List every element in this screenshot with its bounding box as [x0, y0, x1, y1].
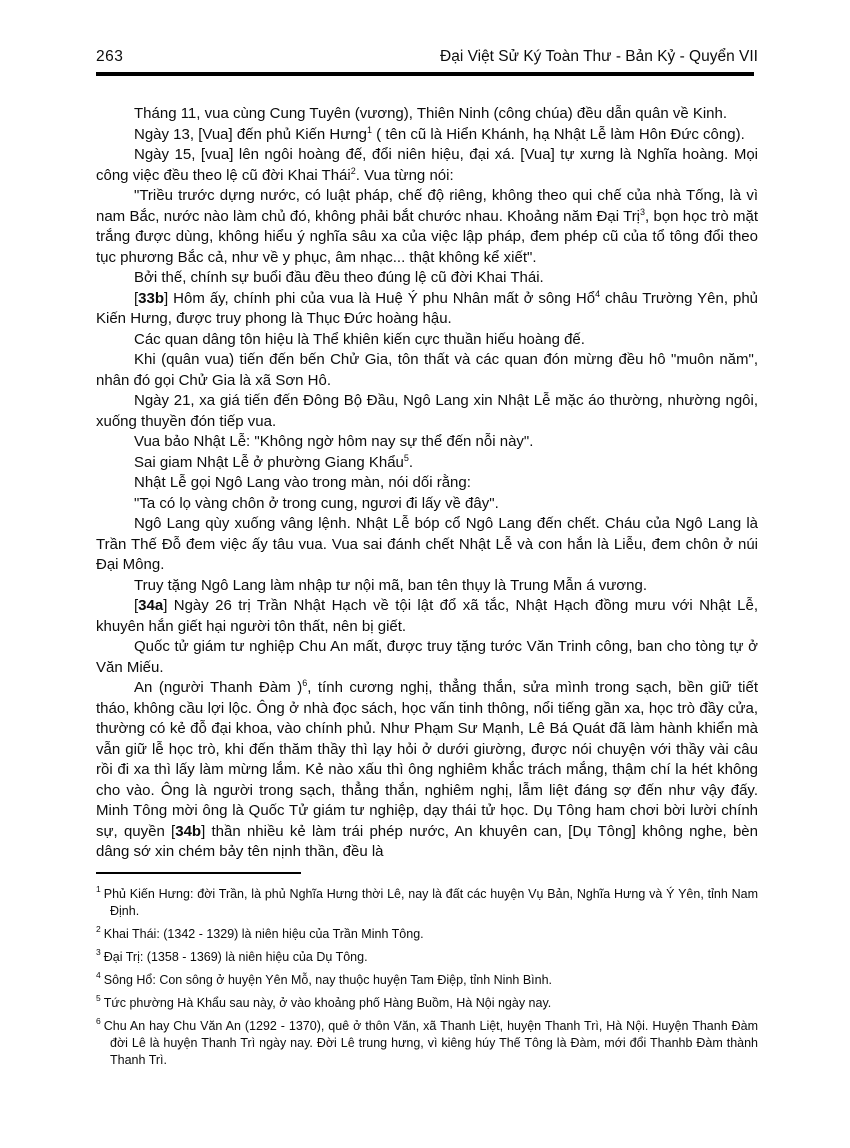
- footnote-marker: 2: [96, 924, 101, 935]
- footnote-item: [96, 949, 758, 966]
- text-run: "Ta có lọ vàng chôn ở trong cung, ngươi đi lấy về đây".: [134, 494, 499, 512]
- text-run: Sai giam Nhật Lễ ở phường Giang Khẩu: [134, 453, 404, 471]
- paragraph: [96, 432, 758, 453]
- document-page: [0, 48, 850, 1148]
- paragraph: [96, 473, 758, 494]
- document-body: [96, 104, 758, 863]
- footnote-item: [96, 886, 758, 920]
- paragraph: [96, 268, 758, 289]
- text-run: châu Trường Yên, phủ Kiến Hưng, được truy phong là Thục Đức hoàng hậu.: [96, 289, 759, 327]
- footnote-reference: 6: [302, 678, 308, 688]
- footnote-list: [96, 886, 758, 1069]
- paragraph: [96, 678, 758, 863]
- text-run: Tháng 11, vua cùng Cung Tuyên (vương), Thiên Ninh (công chúa) đều dẫn quân về Kinh.: [134, 105, 728, 122]
- paragraph: [96, 391, 758, 432]
- paragraph: [96, 145, 758, 186]
- text-run: , bọn học trò mặt trắng được dùng, không hiểu ý nghĩa sâu xa của việc lập pháp, đem phép cũ của tổ tông đổi theo tục phương Bắc cả, như về y phục, âm nhạc... thật không kể xiết".: [96, 207, 758, 266]
- footnote-text: Tức phường Hà Khẩu sau này, ở vào khoảng phố Hàng Buồm, Hà Nội ngày nay.: [103, 995, 552, 1010]
- paragraph: [96, 514, 758, 576]
- text-run: [: [134, 289, 139, 307]
- text-run: ] Ngày 26 trị Trần Nhật Hạch về tội lật đổ xã tắc, Nhật Hạch đồng mưu với Nhật Lễ, khuyên hắn giết hại người tôn thất, nên bị giết.: [96, 597, 758, 635]
- text-run: ] thần nhiều kẻ làm trái phép nước, An khuyên can, [Dụ Tông] không nghe, bèn dâng sớ xin chém bảy tên nịnh thần, đều là: [96, 822, 758, 860]
- footnote-item: [96, 1018, 758, 1069]
- paragraph: [96, 186, 758, 268]
- paragraph: [96, 596, 758, 637]
- text-run: Nhật Lễ gọi Ngô Lang vào trong màn, nói dối rằng:: [134, 474, 471, 491]
- text-run: An (người Thanh Đàm ): [134, 679, 303, 696]
- text-run: Các quan dâng tôn hiệu là Thể khiên kiến cực thuần hiếu hoàng đế.: [134, 330, 585, 348]
- footnote-marker: 5: [96, 993, 101, 1004]
- footnote-reference: 4: [595, 288, 601, 299]
- header-rule: [96, 72, 754, 76]
- paragraph: [96, 104, 758, 125]
- text-run: Truy tặng Ngô Lang làm nhập tư nội mã, ban tên thụy là Trung Mẫn á vương.: [134, 576, 647, 594]
- footnote-text: Khai Thái: (1342 - 1329) là niên hiệu của Trần Minh Tông.: [103, 926, 424, 941]
- page-title: Đại Việt Sử Ký Toàn Thư - Bản Kỷ - Quyển VII: [440, 48, 758, 65]
- page-number: 263: [96, 48, 124, 65]
- text-run: Ngày 13, [Vua] đến phủ Kiến Hưng: [134, 125, 367, 143]
- text-run: , tính cương nghị, thẳng thắn, sửa mình trong sạch, bền giữ tiết tháo, không cầu lợi lộc. Ông ở nhà đọc sách, học vấn tinh thông, nổi tiếng gần xa, học trò đầy cửa, thường có kẻ đỗ đại khoa, vào chính phủ. Như Phạm Sư Mạnh, Lê Bá Quát đã làm hành khiển mà vẫn giữ lễ học trò, khi đến thăm thầy thì lạy hỏi ở dưới giường, được nói chuyện với thầy vài câu rồi đi xa thì lấy làm mừng lắm. Kẻ nào xấu thì ông nghiêm khắc trách mắng, thậm chí la hét không cho vào. Ông là người trong sạch, thẳng thắn, nghiêm nghị, lẫm liệt đáng sợ đến như vậy đấy. Minh Tông mời ông là Quốc Tử giám tư nghiệp, dạy thái tử học. Dụ Tông ham chơi bời lười chính sự, quyền [: [96, 679, 758, 840]
- text-run: Quốc tử giám tư nghiệp Chu An mất, được truy tặng tước Văn Trinh công, ban cho tòng tự ở Văn Miếu.: [96, 638, 758, 676]
- text-run: "Triều trước dựng nước, có luật pháp, chế độ riêng, không theo qui chế của nhà Tống, là vì nam Bắc, nước nào làm chủ đó, không phải bắt chước nhau. Khoảng năm Đại Trị: [96, 187, 758, 225]
- footnote-item: [96, 972, 758, 989]
- footnote-marker: 6: [96, 1016, 101, 1027]
- paragraph: [96, 637, 758, 678]
- text-run: . Vua từng nói:: [355, 166, 454, 184]
- paragraph: [96, 125, 758, 146]
- footnote-marker: 1: [96, 884, 101, 895]
- footnote-text: Đại Trị: (1358 - 1369) là niên hiệu của Dụ Tông.: [103, 949, 368, 964]
- footnote-item: [96, 995, 758, 1012]
- footnote-section: [96, 872, 758, 1069]
- footnote-reference: 1: [366, 124, 372, 135]
- text-run: ] Hôm ấy, chính phi của vua là Huệ Ý phu Nhân mất ở sông Hổ: [164, 289, 596, 307]
- paragraph: [96, 453, 758, 474]
- text-run: ( tên cũ là Hiển Khánh, hạ Nhật Lễ làm Hôn Đức công).: [372, 125, 745, 143]
- text-run: Vua bảo Nhật Lễ: "Không ngờ hôm nay sự thể đến nỗi này".: [134, 433, 534, 450]
- folio-marker: 34a: [138, 597, 164, 614]
- paragraph: [96, 576, 758, 597]
- text-run: Ngày 21, xa giá tiến đến Đông Bộ Đầu, Ngô Lang xin Nhật Lễ mặc áo thường, nhường ngôi, xuống thuyền đón tiếp vua.: [96, 392, 758, 430]
- folio-marker: 34b: [175, 822, 202, 840]
- page-header: [96, 48, 758, 66]
- footnote-reference: 2: [350, 165, 356, 176]
- footnote-reference: 3: [640, 206, 646, 217]
- footnote-text: Phủ Kiến Hưng: đời Trần, là phủ Nghĩa Hưng thời Lê, nay là đất các huyện Vụ Bản, Nghĩa Hưng và Ý Yên, tỉnh Nam Định.: [103, 886, 758, 918]
- paragraph: [96, 350, 758, 391]
- folio-marker: 33b: [138, 289, 165, 307]
- footnote-reference: 5: [403, 452, 409, 463]
- footnote-item: [96, 926, 758, 943]
- paragraph: [96, 330, 758, 351]
- footnote-text: Sông Hổ: Con sông ở huyện Yên Mỗ, nay thuộc huyện Tam Điệp, tỉnh Ninh Bình.: [103, 972, 553, 987]
- text-run: Khi (quân vua) tiến đến bến Chử Gia, tôn thất và các quan đón mừng đều hô "muôn năm", nhân đó gọi Chử Gia là xã Sơn Hô.: [96, 351, 758, 389]
- text-run: Bởi thế, chính sự buổi đầu đều theo đúng lệ cũ đời Khai Thái.: [134, 269, 544, 286]
- text-run: Ngày 15, [vua] lên ngôi hoàng đế, đổi niên hiệu, đại xá. [Vua] tự xưng là Nghĩa hoàng. Mọi công việc đều theo lệ cũ đời Khai Thái: [96, 146, 758, 184]
- footnote-text: Chu An hay Chu Văn An (1292 - 1370), quê ở thôn Văn, xã Thanh Liệt, huyện Thanh Trì, Hà Nội. Huyện Thanh Đàm đời Lê là huyện Thanh Trì ngày nay. Đời Lê trung hưng, vì kiêng húy Thế Tông là Đàm, mới đổi Thanhb Đàm thành Thanh Trì.: [103, 1018, 758, 1067]
- paragraph: [96, 494, 758, 515]
- text-run: .: [408, 453, 414, 471]
- footnote-marker: 3: [96, 947, 101, 958]
- text-run: [: [134, 597, 139, 614]
- text-run: Ngô Lang qùy xuống vâng lệnh. Nhật Lễ bóp cổ Ngô Lang đến chết. Cháu của Ngô Lang là Trần Thế Đỗ đem việc ấy tâu vua. Vua sai đánh chết Nhật Lễ và con hắn là Liễu, đem chôn ở núi Đại Mông.: [96, 515, 758, 573]
- footnote-marker: 4: [96, 970, 101, 981]
- paragraph: [96, 289, 758, 330]
- footnote-divider: [96, 872, 301, 874]
